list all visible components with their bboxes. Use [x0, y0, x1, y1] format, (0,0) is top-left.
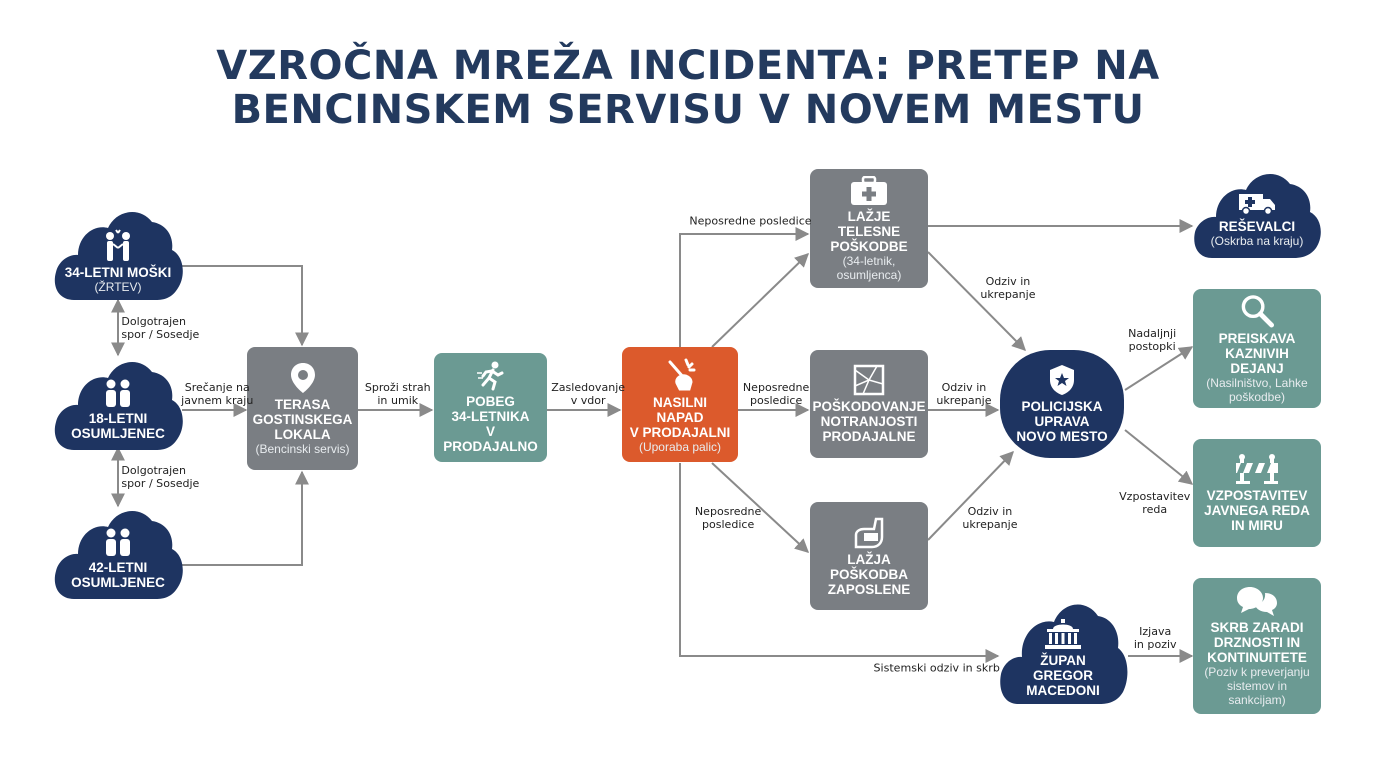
node-victim — [52, 206, 184, 302]
edge-police-investigation — [1125, 347, 1192, 390]
node-escape — [434, 353, 547, 462]
node-suspect18 — [52, 356, 184, 452]
node-paramedics — [1192, 168, 1322, 260]
running-person-icon — [476, 361, 506, 391]
node-title: 18-LETNI OSUMLJENEC — [71, 410, 165, 441]
node-care — [1193, 578, 1321, 714]
node-mayor — [998, 596, 1128, 706]
edge-label-dispute-2: Dolgotrajen spor / Sosedje — [121, 464, 200, 490]
node-subtitle: (34-letnik, osumljenca) — [836, 253, 902, 282]
map-pin-icon — [290, 362, 316, 394]
node-subtitle: (Bencinski servis) — [255, 441, 350, 456]
edge-label-chase: Zasledovanje v vdor — [551, 381, 626, 407]
node-title: ŽUPAN GREGOR MACEDONI — [1026, 653, 1100, 698]
edge-label-response-bot: Odziv in ukrepanje — [962, 505, 1018, 531]
node-suspect42 — [52, 505, 184, 601]
police-badge-icon — [1048, 364, 1076, 396]
two-people-icon — [101, 378, 135, 408]
edge-label-conseq-top: Neposredne posledice — [689, 214, 812, 228]
bandaged-arm-icon — [852, 515, 886, 549]
node-title: 42-LETNI OSUMLJENEC — [71, 559, 165, 590]
edge-label-response-top: Odziv in ukrepanje — [980, 275, 1036, 301]
node-injuries — [810, 169, 928, 288]
edge-label-statement: Izjava in poziv — [1133, 625, 1177, 651]
edge-label-restore: Vzpostavitev reda — [1119, 490, 1191, 516]
node-title: TERASA GOSTINSKEGA LOKALA — [252, 396, 353, 442]
edge-label-fear: Sproži strah in umik — [364, 381, 431, 407]
node-title: REŠEVALCI — [1218, 219, 1296, 234]
node-subtitle: (ŽRTEV) — [94, 280, 142, 294]
node-title: LAŽJE TELESNE POŠKODBE — [830, 208, 908, 254]
node-investigation — [1193, 289, 1321, 408]
node-order — [1193, 439, 1321, 547]
edge-suspect42-terrace — [182, 472, 302, 565]
town-hall-icon — [1044, 618, 1082, 650]
node-police — [1000, 350, 1124, 458]
node-subtitle: (Nasilništvo, Lahke poškodbe) — [1206, 376, 1308, 404]
node-subtitle: (Oskrba na kraju) — [1210, 234, 1304, 248]
node-employee — [810, 502, 928, 610]
edge-label-conseq-bot: Neposredne posledice — [694, 505, 762, 531]
title-line-1: VZROČNA MREŽA INCIDENTA: PRETEP NA — [216, 43, 1160, 89]
node-subtitle: (Poziv k preverjanju sistemov in sankcijam) — [1204, 665, 1310, 707]
edge-label-conseq-mid: Neposredne posledice — [742, 381, 810, 407]
node-title: POBEG 34-LETNIKA V PRODAJALNO — [443, 394, 538, 454]
edge-injuries-police — [928, 252, 1025, 350]
edge-police-order — [1125, 430, 1192, 484]
broken-glass-icon — [853, 364, 885, 396]
edge-label-further: Nadaljnji postopki — [1128, 327, 1177, 353]
barrier-icon — [1235, 453, 1279, 485]
speech-bubbles-icon — [1236, 585, 1278, 617]
edge-victim-terrace — [182, 266, 302, 345]
people-arguing-icon — [98, 228, 138, 262]
node-damage — [810, 350, 928, 458]
stick-strike-icon — [662, 356, 698, 392]
edge-label-systemic: Sistemski odziv in skrb — [873, 661, 1000, 675]
edge-attack-injuries-top — [680, 234, 808, 347]
node-title: POLICIJSKA UPRAVA NOVO MESTO — [1016, 399, 1108, 444]
node-terrace — [247, 347, 358, 470]
node-title: LAŽJA POŠKODBA ZAPOSLENE — [827, 552, 911, 597]
node-title: PREISKAVA KAZNIVIH DEJANJ — [1218, 331, 1296, 376]
node-attack — [622, 347, 738, 462]
node-title: POŠKODOVANJE NOTRANJOSTI PRODAJALNE — [812, 399, 926, 444]
edge-attack-injuries-diag — [712, 254, 808, 347]
node-subtitle: (Uporaba palic) — [638, 439, 722, 454]
node-title: VZPOSTAVITEV JAVNEGA REDA IN MIRU — [1204, 488, 1310, 533]
node-title: NASILNI NAPAD V PRODAJALNI — [629, 394, 731, 440]
edge-label-response-mid: Odziv in ukrepanje — [936, 381, 992, 407]
title-line-2: BENCINSKEM SERVISU V NOVEM MESTU — [231, 87, 1145, 133]
ambulance-icon — [1237, 190, 1277, 216]
edge-label-meeting: Srečanje na javnem kraju — [181, 381, 254, 407]
node-title: SKRB ZARADI DRZNOSTI IN KONTINUITETE — [1207, 620, 1307, 665]
edge-label-dispute-1: Dolgotrajen spor / Sosedje — [121, 315, 200, 341]
two-people-icon — [101, 527, 135, 557]
magnifier-icon — [1239, 293, 1275, 328]
node-title: 34-LETNI MOŠKI — [64, 265, 172, 280]
first-aid-kit-icon — [850, 176, 888, 206]
